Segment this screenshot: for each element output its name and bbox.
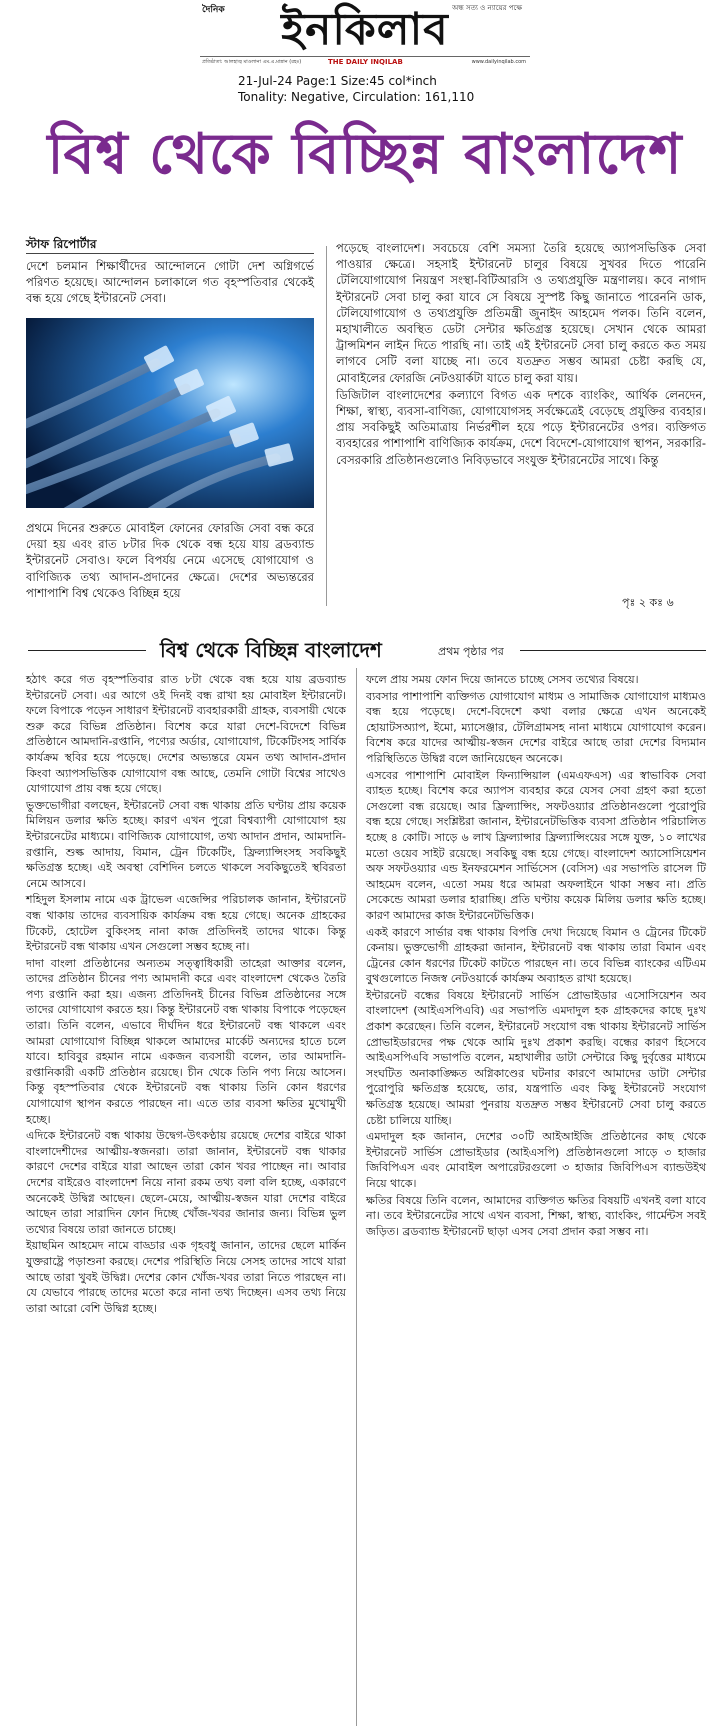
- continuation-left-paragraph: শহিদুল ইসলাম নামে এক ট্রাভেল এজেন্সির পরিচালক জানান, ইন্টারনেট বন্ধ থাকায় তাদের ব্যবসায়িক কার্যক্রম বন্ধ হয়ে গেছে। অনেক গ্রাহকের টিকেট, হোটেল বুকিংসহ নানা কাজ প্রতিদিনই তাদের থাকে। কিন্তু ইন্টারনেট বন্ধ থাকায় এখন সেগুলো সম্ভব হচ্ছে না।: [26, 893, 346, 954]
- jump-line: পৃঃ ২ কঃ ৬: [622, 596, 674, 609]
- masthead-english-name: THE DAILY INQILAB: [328, 58, 403, 66]
- continuation-left-column: [26, 672, 346, 1317]
- lead-col2-paragraph-2: ডিজিটাল বাংলাদেশের কল্যাণে বিগত এক দশকে ব্যাংকিং, আর্থিক লেনদেন, শিক্ষা, স্বাস্থ্য, ব্যবসা-বাণিজ্য, যোগাযোগসহ সর্বক্ষেত্রেই বেড়েছে প্রযুক্তির ব্যবহার। প্রায় সবকিছুই অতিমাত্রায় নির্ভরশীল হয়ে পড়ে ইন্টারনেটের ওপর। ব্যক্তিগত ব্যবহারের পাশাপাশি বাণিজ্যিক কার্যক্রম, দেশে বিদেশে-যোগাযোগ স্থাপন, সরকারি-বেসরকারি প্রতিষ্ঠানগুলোও নিবিড়ভাবে সংযুক্ত ইন্টারনেটের সাথে। কিন্তু: [336, 387, 706, 467]
- continuation-divider-right: [520, 650, 706, 651]
- column-rule: [356, 668, 357, 1726]
- masthead-tagline: অন্ধ সত্য ও ন্যায়ের পক্ষে: [452, 4, 522, 12]
- continuation-left-paragraph: ভুক্তভোগীরা বলছেন, ইন্টারনেট সেবা বন্ধ থাকায় প্রতি ঘণ্টায় প্রায় কয়েক মিলিয়ন ডলার ক্ষতি হচ্ছে। কারণ এখন পুরো বিশ্বব্যাপী যোগাযোগ হয় ইন্টারনেটের মাধ্যমে। বাণিজ্যিক যোগাযোগ, তথ্য আদান প্রদান, আমদানি-রপ্তানি, শুল্ক আদায়, বিমান, ট্রেন টিকেটিং, ফ্রিল্যান্সিংসহ সবকিছুই ক্ষতিগ্রস্ত হচ্ছে। এই অবস্থা বেশিদিন চলতে থাকলে সবকিছুতেই স্থবিরতা নেমে আসবে।: [26, 798, 346, 890]
- lead-after-photo: [26, 520, 314, 602]
- masthead-logo: ইনকিলাব: [281, 4, 449, 55]
- masthead-rule: [200, 56, 530, 57]
- continuation-left-paragraph: ইয়াছমিন আহমেদ নামে বাড্ডার এক গৃহবধু জানান, তাদের ছেলে মার্কিন যুক্তরাষ্ট্রে পড়াশুনা করছে। দেশের পরিস্থিতি নিয়ে সেসহ তাদের সাথে যারা আছে তারা খুবই উদ্বিগ্ন। দেশের কোন খোঁজ-খবর তারা নিতে পারছেন না। যে যেভাবে পারছে তাদের মতো করে নানা তথ্য দিচ্ছেন। এসব তথ্য নিয়ে তারা আরো বেশি উদ্বিগ্ন হচ্ছে।: [26, 1239, 346, 1315]
- masthead-footline: প্রতিষ্ঠাতা: আলহাজ্ব মাওলানা এম.এ.মান্নান (রহঃ): [202, 59, 302, 65]
- continuation-right-paragraph: ফলে প্রায় সময় ফোন দিয়ে জানতে চাচ্ছে সেসব তথ্যের বিষয়ে।: [366, 673, 639, 686]
- continuation-left-paragraph: হঠাৎ করে গত বৃহস্পতিবার রাত ৮টা থেকে বন্ধ হয়ে যায় ব্রডব্যান্ড ইন্টারনেট সেবা। এর আগে ওই দিনই বন্ধ রাখা হয় মোবাইল ইন্টারনেট। ফলে বিপাকে পড়েন সাধারণ ইন্টারনেট ব্যবহারকারী গ্রাহক, ব্যবসায়ী থেকে শুরু করে বিভিন্ন প্রতিষ্ঠান। বিশেষ করে যারা দেশে-বিদেশে বিভিন্ন প্রতিষ্ঠানে আমদানি-রপ্তানি, পণ্যের অর্ডার, যোগাযোগ, টিকেটিংসহ সার্বিক কার্যক্রম স্থবির হয়ে পড়েছে। দেশের অভ্যন্তরে যেমন তথ্য আদান-প্রদান কিংবা অ্যাপসভিত্তিক যোগাযোগ বন্ধ আছে, তেমনি গোটা বিশ্বের সাথেও যোগাযোগ প্রায় বন্ধ হয়ে গেছে।: [26, 673, 346, 796]
- masthead: [200, 0, 530, 76]
- continuation-left-paragraph: দাদা বাংলা প্রতিষ্ঠানের অন্যতম সত্ত্বাধিকারী তাহেরা আক্তার বলেন, তাদের প্রতিষ্ঠান চীনের পণ্য আমদানী করে এবং বাংলাদেশ থেকেও তৈরি পণ্য রপ্তানি করা হয়। এজন্য প্রতিদিনই চীনের বিভিন্ন প্রতিষ্ঠানের সঙ্গে তাদের যোগাযোগ করতে হয়। কিন্তু ইন্টারনেট বন্ধ থাকায় বিপাকে পড়েছেন তারা। তিনি বলেন, এভাবে দীর্ঘদিন ধরে ইন্টারনেট বন্ধ থাকলে এবং আমরা যোগাযোগ বিচ্ছিন্ন থাকলে আমাদের মার্কেট অন্যদের হাতে চলে যাবে। হাবিবুর রহমান নামে একজন ব্যবসায়ী বলেন, তার আমদানি-রপ্তানিকারী একটি প্রতিষ্ঠান রয়েছে। চীন থেকে তিনি পণ্য নিয়ে আসেন। কিন্তু বৃহস্পতিবার থেকে ইন্টারনেট বন্ধ থাকায় তিনি কোন ধরণের যোগাযোগ স্থাপন করতে পারছেন না। এতে তার ব্যবসা ক্ষতির মুখোমুখী হচ্ছে।: [26, 956, 346, 1126]
- continuation-right-paragraph: ইন্টারনেট বন্ধের বিষয়ে ইন্টারনেট সার্ভিস প্রোভাইডার এসোসিয়েশন অব বাংলাদেশ (আইএসপিএবি) এর সভাপতি এমদাদুল হক গ্রাহকদের কাছে দুঃখ প্রকাশ করেছেন। তিনি বলেন, ইন্টারনেট সংযোগ বন্ধ থাকায় ইন্টারনেট সার্ভিস প্রোভাইডারদের পক্ষ থেকে আমি দুঃখ প্রকাশ করছি। বন্ধের কারণ হিসেবে আইএসপিএবি সভাপতি বলেন, মহাখালীর ডাটা সেন্টারে কিছু দুর্বৃত্তের মাধ্যমে সংঘটিত অনাকাঙ্ক্ষিত অগ্নিকাণ্ডের ঘটনার কারণে আমাদের ডাটা সেন্টার পুরোপুরি ক্ষতিগ্রস্ত হয়েছে, তার, যন্ত্রপাতি এবং কিছু ইন্টারনেট সংযোগ ক্ষতিগ্রস্ত হয়েছে। আমরা পুনরায় যতদ্রুত সম্ভব ইন্টারনেট সেবা চালু করতে চেষ্টা চালিয়ে যাচ্ছি।: [366, 988, 706, 1127]
- lead-intro: [26, 258, 314, 308]
- continuation-right-paragraph: ক্ষতির বিষয়ে তিনি বলেন, আমাদের ব্যক্তিগত ক্ষতির বিষয়টি এখনই বলা যাবে না। তবে ইন্টারনেটের সাথে এখন ব্যবসা, শিক্ষা, স্বাস্থ্য, ব্যাংকিং, গার্মেন্টস সবই জড়িত। ব্রডব্যান্ড ইন্টারনেট ছাড়া এসব সেবা প্রদান করা সম্ভব না।: [366, 1193, 706, 1238]
- continuation-heading: বিশ্ব থেকে বিচ্ছিন্ন বাংলাদেশ: [160, 638, 382, 662]
- lead-after-photo-text: প্রথমে দিনের শুরুতে মোবাইল ফোনের ফোরজি সেবা বন্ধ করে দেয়া হয় এবং রাত ৮টার দিক থেকে বন্ধ হয়ে যায় ব্রডব্যান্ড ইন্টারনেট সেবাও। ফলে বিপর্যয় নেমে এসেছে যোগাযোগ ও বাণিজ্যিক তথ্য আদান-প্রদানের ক্ষেত্রে। দেশের অভ্যন্তরের পাশাপাশি বিশ্ব থেকেও বিচ্ছিন্ন হয়ে: [26, 521, 314, 600]
- continuation-divider-left: [28, 650, 146, 651]
- network-cable-photo: [26, 318, 314, 508]
- byline: স্টাফ রিপোর্টার: [26, 237, 97, 251]
- network-cable-photo-icon: [26, 318, 314, 508]
- continuation-right-column: [366, 672, 706, 1240]
- lead-col2-paragraph-1: পড়েছে বাংলাদেশ। সবচেয়ে বেশি সমস্যা তৈরি হয়েছে অ্যাপসভিত্তিক সেবা পাওয়ার ক্ষেত্রে। সহসাই ইন্টারনেট চালুর বিষয়ে সুখবর দিতে পারেনি টেলিযোগাযোগ নিয়ন্ত্রণ সংস্থা-বিটিআরসি ও তথ্যপ্রযুক্তি মন্ত্রণালয়। কবে নাগাদ ইন্টারনেট সেবা চালু করা যাবে সে বিষয়ে সুস্পষ্ট কিছু জানাতে পারেননি ডাক, টেলিযোগাযোগ ও তথ্যপ্রযুক্তি প্রতিমন্ত্রী জুনাইদ আহমেদ পলক। তিনি বলেন, মহাখালীতে অবস্থিত ডেটা সেন্টার ক্ষতিগ্রস্ত হয়েছে। সেখান থেকে আমরা ট্রান্সমিশন লাইন দিতে পারছি না। তাই এই ইন্টারনেট সেবা চালু করতে কত সময় লাগবে সেটি বলা যাচ্ছে না। তবে যতদ্রুত সম্ভব আমরা চেষ্টা করছি যে, মোবাইলের ফোরজি নেটওয়ার্কটা যাতে চালু করা যায়।: [336, 241, 706, 385]
- clip-meta-line-1: 21-Jul-24 Page:1 Size:45 col*inch: [238, 74, 437, 88]
- byline-rule: [26, 253, 314, 254]
- continuation-right-paragraph: এসবের পাশাপাশি মোবাইল ফিন্যান্সিয়াল (এমএফএস) এর স্বাভাবিক সেবা ব্যাহত হচ্ছে। বিশেষ করে অ্যাপস ব্যবহার করে যেসব সেবা গ্রহণ করা হতো সেগুলো বন্ধ রয়েছে। আর ফ্রিল্যান্সিং, সফটওয়্যার প্রতিষ্ঠানগুলো পুরোপুরি বন্ধ হয়ে গেছে। সংশ্লিষ্টরা জানান, ইন্টারনেটভিত্তিক ব্যবসা প্রতিষ্ঠান পরিচালিত হচ্ছে ৪ কোটি। সাড়ে ৬ লাখ ফ্রিল্যান্সার ফ্রিল্যান্সিংয়ের সঙ্গে যুক্ত, ১০ লাখের মতো ওয়েব সাইট রয়েছে। সবকিছু বন্ধ হয়ে গেছে। বাংলাদেশ অ্যাসোসিয়েশন অফ সফটওয়্যার এন্ড ইনফরমেশন সার্ভিসেস (বেসিস) এর সভাপতি রাসেল টি আহমেদ বলেন, এতো সময় ধরে আমরা অফলাইনে থাকা সম্ভব না। প্রতি সেকেন্ডে আমরা ডলার হারাচ্ছি। প্রতি ঘণ্টায় কয়েক মিলিয় ডলার ক্ষতি হচ্ছে। কারণ আমাদের কাজ ইন্টারনেটভিত্তিক।: [366, 768, 706, 922]
- masthead-small-title: দৈনিক: [202, 5, 225, 15]
- column-rule: [326, 246, 327, 606]
- masthead-url: www.dailyinqilab.com: [471, 59, 526, 65]
- continuation-right-paragraph: এমদাদুল হক জানান, দেশের ৩০টি আইআইজি প্রতিষ্ঠানের কাছ থেকে ইন্টারনেট সার্ভিস প্রোভাইডার (আইএসপি) প্রতিষ্ঠানগুলো সাড়ে ৩ হাজার জিবিপিএস এবং মোবাইল অপারেটরগুলো ৩ হাজার জিবিপিএস ব্যান্ডউইথ নিয়ে থাকে।: [366, 1130, 706, 1190]
- continuation-right-paragraph: ব্যবসার পাশাপাশি ব্যক্তিগত যোগাযোগ মাধ্যম ও সামাজিক যোগাযোগ মাধ্যমও বন্ধ হয়ে পড়েছে। দেশে-বিদেশে কথা বলার ক্ষেত্রে এখন অনেকেই হোয়াটসঅ্যাপ, ইমো, ম্যাসেঞ্জার, টেলিগ্রামসহ নানা মাধ্যমে যোগাযোগ করেন। বিশেষ করে যাদের আত্মীয়-স্বজন দেশের বাইরে আছে তারা দেশের বিদ্যমান পরিস্থিতিতে উদ্বিগ্ন বলে জানিয়েছেন অনেকে।: [366, 689, 706, 765]
- clip-meta-line-2: Tonality: Negative, Circulation: 161,110: [238, 90, 475, 104]
- continuation-subheading: প্রথম পৃষ্ঠার পর: [438, 645, 504, 658]
- headline: বিশ্ব থেকে বিচ্ছিন্ন বাংলাদেশ: [47, 121, 683, 187]
- continuation-right-paragraph: একই কারণে সার্ভার বন্ধ থাকায় বিপত্তি দেখা দিয়েছে বিমান ও ট্রেনের টিকেট কেনায়। ভুক্তভোগী গ্রাহকরা জানান, ইন্টারনেট বন্ধ থাকায় তারা বিমান এবং ট্রেনের কোন ধরণের টিকেট কাটতে পারছেন না। তবে বিভিন্ন ব্যাংকের এটিএম বুথগুলোতে নিজস্ব নেটওয়ার্কে কার্যক্রম অব্যাহত রাখা হয়েছে।: [366, 925, 706, 986]
- continuation-left-paragraph: এদিকে ইন্টারনেট বন্ধ থাকায় উদ্বেগ-উৎকণ্ঠায় রয়েছে দেশের বাইরে থাকা বাংলাদেশীদের আত্মীয়-স্বজনরা। তারা জানান, ইন্টারনেট বন্ধ থাকার কারণে দেশের বাইরে যারা আছেন তারা কোন খবর পাচ্ছেন না। আবার দেশের বাইরেও বাংলাদেশ নিয়ে নানা রকম তথ্য বলা বলি হচ্ছে, একারণে অনেকেই উদ্বিগ্ন আছেন। ছেলে-মেয়ে, আত্মীয়-স্বজন যারা দেশের বাইরে আছেন তারা সারাদিন ফোন দিচ্ছে খোঁজ-খবর জানার জন্য। বিভিন্ন ভুল তথ্যের বিষয়ে তারা জানতে চাচ্ছে।: [26, 1129, 346, 1236]
- lead-column-2: [336, 240, 706, 469]
- lead-intro-text: দেশে চলমান শিক্ষার্থীদের আন্দোলনে গোটা দেশ অগ্নিগর্ভে পরিণত হয়েছে। আন্দোলন চলাকালে গত বৃহস্পতিবার থেকেই বন্ধ হয়ে গেছে ইন্টারনেট সেবা।: [26, 259, 314, 306]
